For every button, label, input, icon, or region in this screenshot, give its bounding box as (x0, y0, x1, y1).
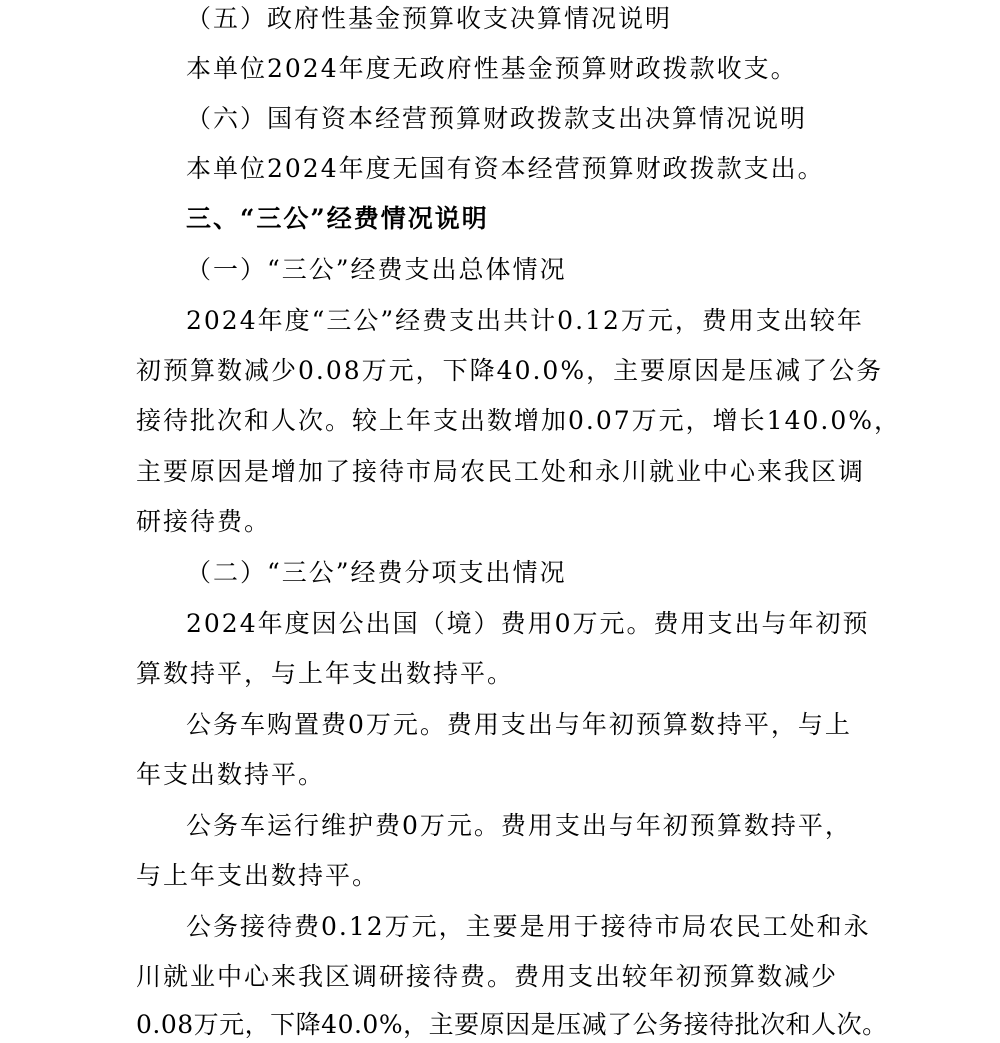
paragraph-line: 2024年度因公出国（境）费用0万元。费用支出与年初预 (186, 609, 870, 638)
paragraph-line: 接待批次和人次。较上年支出数增加0.07万元，增长140.0%， (136, 406, 901, 435)
paragraph-line: 初预算数减少0.08万元，下降40.0%，主要原因是压减了公务 (136, 356, 884, 385)
subsection-heading-5: （五）政府性基金预算收支决算情况说明 (186, 4, 673, 33)
paragraph-line: 0.08万元，下降40.0%，主要原因是压减了公务接待批次和人次。 (136, 1010, 888, 1039)
paragraph-line: 算数持平，与上年支出数持平。 (136, 659, 515, 688)
subsection-heading-1: （一）“三公”经费支出总体情况 (186, 255, 567, 284)
paragraph-line: 主要原因是增加了接待市局农民工处和永川就业中心来我区调 (136, 457, 866, 486)
paragraph-line: 研接待费。 (136, 507, 272, 536)
paragraph-line: 与上年支出数持平。 (136, 861, 380, 890)
paragraph-line: 年支出数持平。 (136, 760, 326, 789)
paragraph-line: 2024年度“三公”经费支出共计0.12万元，费用支出较年 (186, 306, 864, 335)
paragraph-line: 本单位2024年度无政府性基金预算财政拨款收支。 (186, 54, 798, 83)
paragraph-line: 公务接待费0.12万元，主要是用于接待市局农民工处和永 (186, 912, 871, 941)
paragraph-line: 本单位2024年度无国有资本经营预算财政拨款支出。 (186, 154, 825, 183)
paragraph-line: 公务车运行维护费0万元。费用支出与年初预算数持平， (186, 811, 852, 840)
paragraph-line: 川就业中心来我区调研接待费。费用支出较年初预算数减少 (136, 962, 839, 991)
subsection-heading-2: （二）“三公”经费分项支出情况 (186, 558, 567, 587)
paragraph-line: 公务车购置费0万元。费用支出与年初预算数持平，与上 (186, 710, 852, 739)
section-heading-3: 三、“三公”经费情况说明 (186, 204, 489, 233)
subsection-heading-6: （六）国有资本经营预算财政拨款支出决算情况说明 (186, 104, 808, 133)
